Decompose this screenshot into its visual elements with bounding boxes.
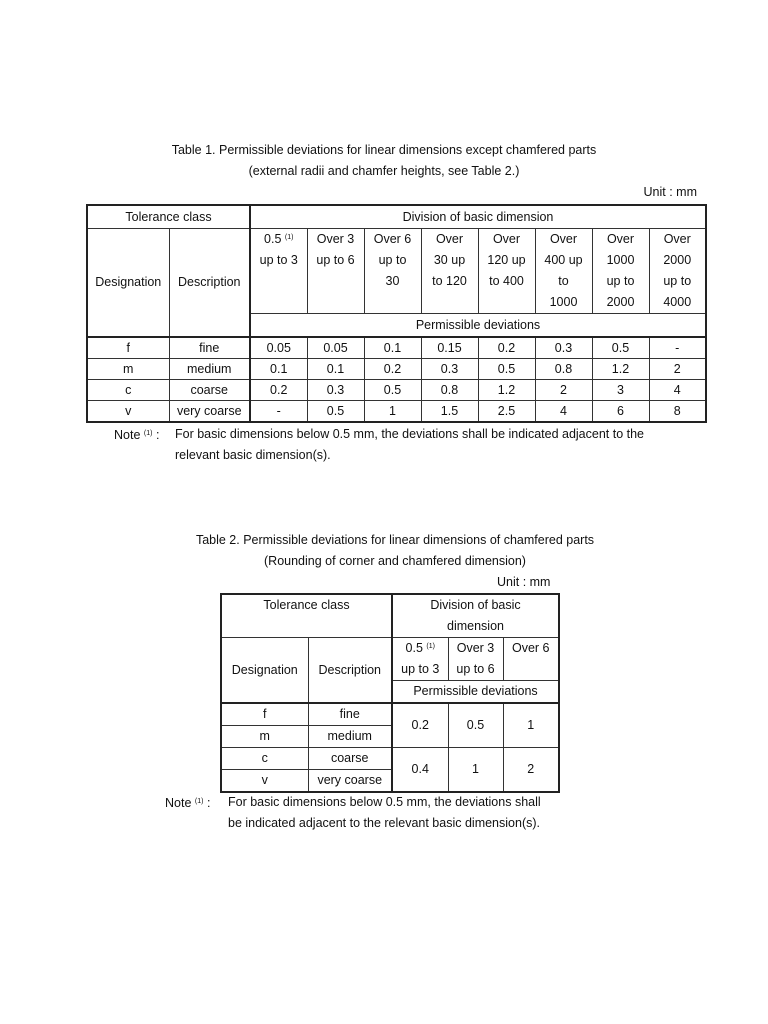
deviation-cell: 0.5 (307, 401, 364, 423)
description-cell: medium (169, 359, 250, 380)
table2-note-label (165, 796, 210, 810)
designation-cell: f (87, 337, 169, 359)
deviation-cell: 0.8 (535, 359, 592, 380)
division-header: Division of basic dimension (250, 205, 706, 229)
permissible-deviations-header: Permissible deviations (250, 314, 706, 338)
deviation-cell: 2 (503, 748, 559, 793)
note-word: Note (165, 796, 192, 810)
range-line: 30 up (433, 253, 466, 267)
range-line: up to 6 (456, 662, 495, 676)
description-cell: very coarse (308, 770, 392, 793)
range-line: Over (435, 232, 464, 246)
deviation-cell: 0.4 (392, 748, 448, 793)
t2-range-header-1 (448, 638, 503, 681)
range-line: to (558, 274, 569, 288)
deviation-cell: 1 (364, 401, 421, 423)
range-line: Over 3 (316, 232, 355, 246)
table1-caption-line2: (external radii and chamfer heights, see Table 2.) (248, 164, 520, 178)
designation-cell: c (221, 748, 308, 770)
deviation-cell: 0.5 (478, 359, 535, 380)
deviation-cell: 0.8 (421, 380, 478, 401)
deviation-cell: 0.3 (307, 380, 364, 401)
deviation-cell: 6 (592, 401, 649, 423)
range-header-7 (649, 229, 706, 314)
t2-description-header: Description (308, 638, 392, 704)
designation-header: Designation (87, 229, 169, 338)
footnote-mark: (1) (426, 643, 435, 650)
range-line (393, 638, 448, 659)
range-header-2 (364, 229, 421, 314)
table-row (87, 380, 706, 401)
table2-note-text (228, 792, 541, 834)
deviation-cell: 0.05 (250, 337, 307, 359)
designation-cell: c (87, 380, 169, 401)
note-colon: : (155, 428, 160, 442)
range-line: 30 (385, 274, 400, 288)
t2-division-line2: dimension (447, 619, 504, 633)
deviation-cell: 8 (649, 401, 706, 423)
deviation-cell: 0.5 (448, 703, 503, 748)
table-row (221, 703, 559, 726)
description-cell: fine (169, 337, 250, 359)
t2-designation-header: Designation (221, 638, 308, 704)
table1 (86, 204, 707, 423)
description-cell: fine (308, 703, 392, 726)
range-header-6 (592, 229, 649, 314)
deviation-cell: 4 (535, 401, 592, 423)
range-line: up to (378, 253, 407, 267)
table1-note-text (175, 424, 644, 466)
deviation-cell: 0.1 (307, 359, 364, 380)
deviation-cell: 0.15 (421, 337, 478, 359)
description-cell: medium (308, 726, 392, 748)
deviation-cell: 1.2 (478, 380, 535, 401)
range-header-4 (478, 229, 535, 314)
range-line: 120 up (487, 253, 526, 267)
range-value: 0.5 (405, 641, 423, 655)
deviation-cell: 1.2 (592, 359, 649, 380)
deviation-cell: 0.3 (535, 337, 592, 359)
range-value: 0.5 (264, 232, 282, 246)
t2-division-line1: Division of basic (430, 598, 521, 612)
deviation-cell: 1.5 (421, 401, 478, 423)
table2-caption-line2: (Rounding of corner and chamfered dimension) (264, 554, 526, 568)
deviation-cell: 4 (649, 380, 706, 401)
deviation-cell: 0.5 (592, 337, 649, 359)
t2-tolerance-class-header: Tolerance class (221, 594, 392, 638)
deviation-cell: 0.2 (364, 359, 421, 380)
t2-range-header-2 (503, 638, 559, 681)
range-line (504, 659, 559, 680)
t2-permissible-deviations-header: Permissible deviations (392, 681, 559, 704)
range-line: Over (549, 232, 578, 246)
range-line: Over 3 (456, 641, 495, 655)
designation-cell: v (87, 401, 169, 423)
note-word: Note (114, 428, 141, 442)
designation-cell: f (221, 703, 308, 726)
table1-note-line2: relevant basic dimension(s). (175, 448, 331, 462)
deviation-cell: 2 (649, 359, 706, 380)
range-line: up to 6 (316, 253, 355, 267)
deviation-cell: 0.1 (250, 359, 307, 380)
note-footnote-mark: (1) (143, 430, 153, 437)
deviation-cell: - (649, 337, 706, 359)
tolerance-class-header: Tolerance class (87, 205, 250, 229)
description-header: Description (169, 229, 250, 338)
range-line: 1000 (549, 295, 578, 309)
designation-cell: m (87, 359, 169, 380)
deviation-cell: 0.5 (364, 380, 421, 401)
range-line: up to 3 (259, 253, 298, 267)
range-line: 4000 (663, 295, 692, 309)
designation-cell: v (221, 770, 308, 793)
range-header-0 (250, 229, 307, 314)
range-line: Over 6 (512, 641, 550, 655)
range-line (251, 229, 307, 250)
table2-caption-line1: Table 2. Permissible deviations for linear dimensions of chamfered parts (195, 533, 595, 547)
table2 (220, 593, 560, 793)
description-cell: coarse (169, 380, 250, 401)
deviation-cell: 2 (535, 380, 592, 401)
table-row (87, 337, 706, 359)
range-line: Over (663, 232, 691, 246)
t2-range-header-0 (392, 638, 448, 681)
range-header-1 (307, 229, 364, 314)
range-line: 2000 (663, 253, 692, 267)
table-row (87, 359, 706, 380)
table1-caption-line1: Table 1. Permissible deviations for linear dimensions except chamfered parts (171, 143, 597, 157)
range-line: 400 up (544, 253, 583, 267)
note-colon: : (206, 796, 211, 810)
deviation-cell: 0.1 (364, 337, 421, 359)
range-line: 1000 (606, 253, 635, 267)
table2-note-line1: For basic dimensions below 0.5 mm, the deviations shall (228, 795, 541, 809)
table1-note-line1: For basic dimensions below 0.5 mm, the deviations shall be indicated adjacent to the (175, 427, 645, 441)
deviation-cell: 0.2 (478, 337, 535, 359)
range-line: to 400 (489, 274, 524, 288)
table-row (87, 401, 706, 423)
deviation-cell: 1 (448, 748, 503, 793)
note-footnote-mark: (1) (194, 798, 204, 805)
table2-unit: Unit : mm (497, 575, 551, 589)
footnote-mark: (1) (284, 234, 294, 241)
range-line: Over (492, 232, 521, 246)
deviation-cell: 0.2 (250, 380, 307, 401)
range-line: up to (606, 274, 635, 288)
description-cell: coarse (308, 748, 392, 770)
range-line: Over (606, 232, 635, 246)
range-line: up to 3 (401, 662, 440, 676)
deviation-cell: - (250, 401, 307, 423)
description-cell: very coarse (169, 401, 250, 423)
range-line: Over 6 (373, 232, 412, 246)
table-row (221, 748, 559, 770)
range-line: up to (663, 274, 692, 288)
table1-unit: Unit : mm (643, 185, 697, 199)
range-line: 2000 (606, 295, 635, 309)
range-header-5 (535, 229, 592, 314)
deviation-cell: 0.2 (392, 703, 448, 748)
deviation-cell: 0.05 (307, 337, 364, 359)
range-line: to 120 (432, 274, 467, 288)
table1-note-label (114, 428, 159, 442)
deviation-cell: 1 (503, 703, 559, 748)
deviation-cell: 3 (592, 380, 649, 401)
range-header-3 (421, 229, 478, 314)
table2-note-line2: be indicated adjacent to the relevant basic dimension(s). (228, 816, 540, 830)
deviation-cell: 0.3 (421, 359, 478, 380)
designation-cell: m (221, 726, 308, 748)
deviation-cell: 2.5 (478, 401, 535, 423)
t2-division-header (392, 594, 559, 638)
